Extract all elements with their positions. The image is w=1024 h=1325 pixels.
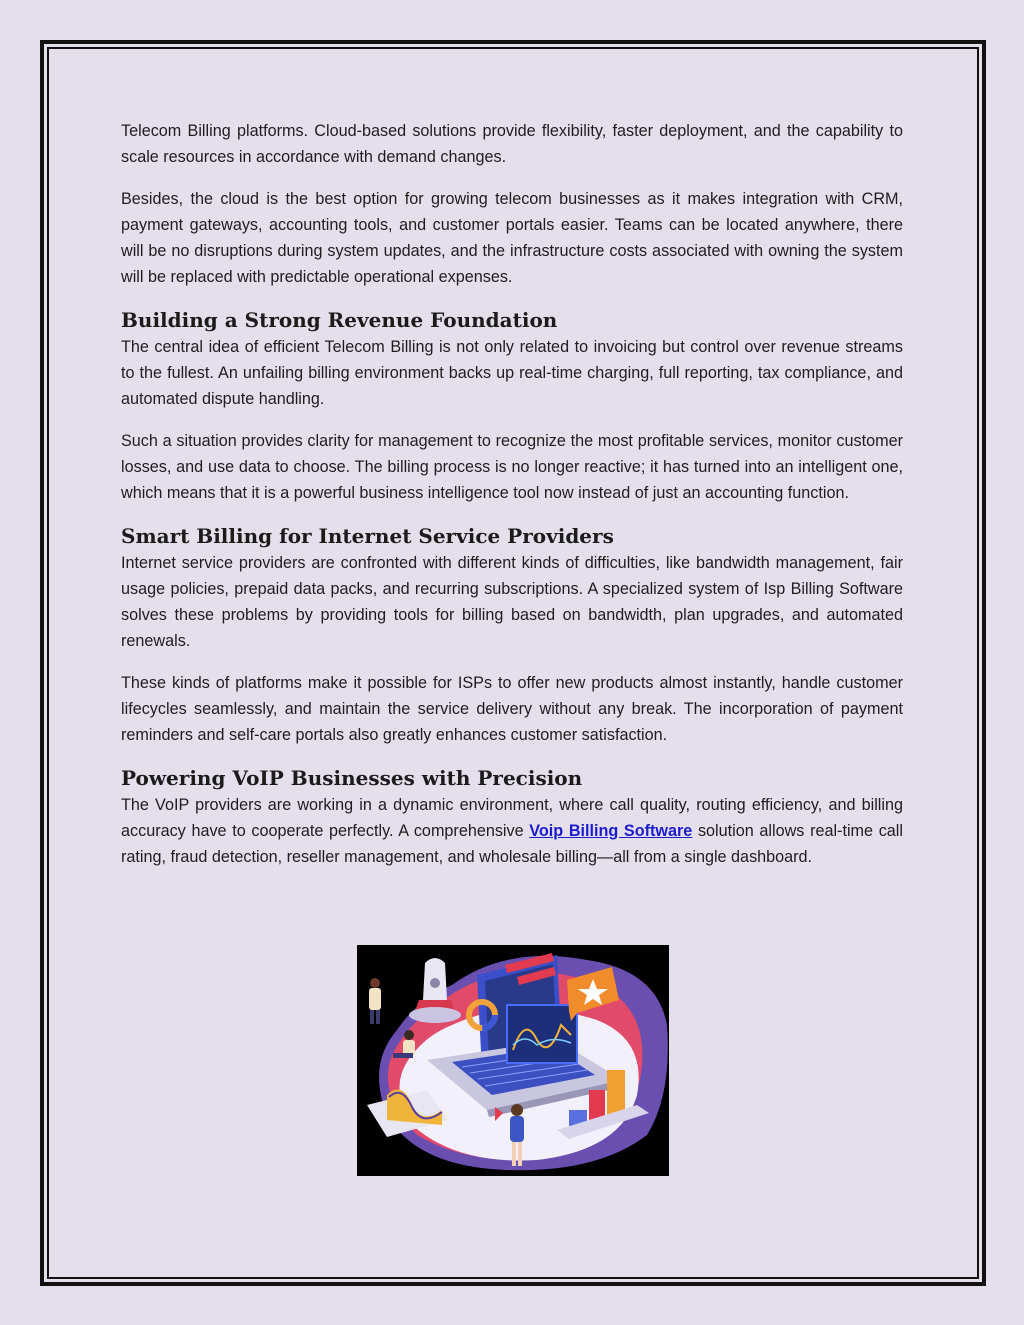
isp-paragraph-2: These kinds of platforms make it possible for ISPs to offer new products almost instantly, handle customer lifecycles seamlessly, and maintain the service delivery without any break. The incorporation of payment reminders and self-care portals also greatly enhances customer satisfaction.	[121, 674, 903, 744]
billing-illustration	[357, 945, 669, 1176]
revenue-paragraph-1: The central idea of efficient Telecom Billing is not only related to invoicing but control over revenue streams to the fullest. An unfailing billing environment backs up real-time charging, full reporting, tax compliance, and automated dispute handling.	[121, 338, 903, 408]
heading-revenue-foundation: Building a Strong Revenue Foundation	[121, 308, 558, 332]
revenue-paragraph-2: Such a situation provides clarity for management to recognize the most profitable services, monitor customer losses, and use data to choose. The billing process is no longer reactive; it has turned into an intelligent one, which means that it is a powerful business intelligence tool now instead of just an accounting function.	[121, 432, 903, 502]
intro-paragraph-1: Telecom Billing platforms. Cloud-based solutions provide flexibility, faster deployment, and the capability to scale resources in accordance with demand changes.	[121, 122, 903, 166]
person-left-icon	[369, 978, 381, 1024]
document-body	[121, 118, 903, 886]
heading-voip-businesses: Powering VoIP Businesses with Precision	[121, 766, 583, 790]
voip-text-before-link: The VoIP providers are working in a dynamic environment, where call quality, routing efficiency, and billing accuracy have to cooperate perfectly. A comprehensive	[121, 796, 903, 840]
voip-text-after-link: solution allows real-time call rating, fraud detection, reseller management, and wholesale billing—all from a single dashboard.	[121, 822, 903, 866]
voip-paragraph	[121, 792, 903, 870]
isp-paragraph-1: Internet service providers are confronted with different kinds of difficulties, like bandwidth management, fair usage policies, prepaid data packs, and recurring subscriptions. A specialized system of Isp Billing Software solves these problems by providing tools for billing based on bandwidth, plan upgrades, and automated renewals.	[121, 554, 903, 650]
laptop-analytics-illustration	[357, 945, 669, 1176]
intro-paragraph-2: Besides, the cloud is the best option for growing telecom businesses as it makes integration with CRM, payment gateways, accounting tools, and customer portals easier. Teams can be located anywhere, there will be no disruptions during system updates, and the infrastructure costs associated with owning the system will be replaced with predictable operational expenses.	[121, 190, 903, 286]
heading-isp-billing: Smart Billing for Internet Service Providers	[121, 524, 614, 548]
voip-billing-software-link[interactable]: Voip Billing Software	[529, 822, 693, 840]
dashboard-chart-icon	[507, 1005, 577, 1063]
